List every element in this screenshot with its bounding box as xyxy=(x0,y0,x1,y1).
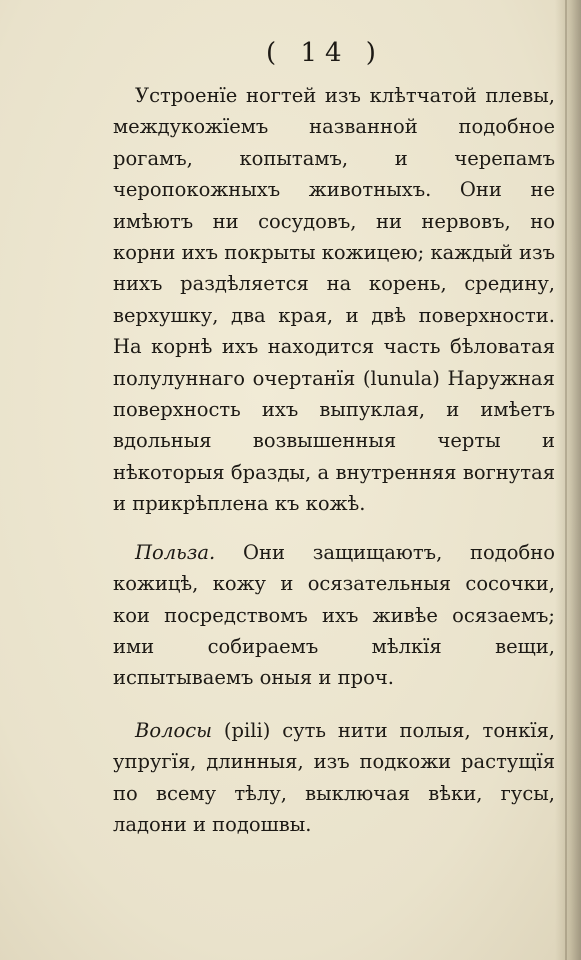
paragraph-hair-text: (pili) суть нити полыя, тонкїя, упругїя, длинныя, изъ подкожи растущїя по всему тѣлу, выключая вѣки, гусы, ладони и подошвы. xyxy=(113,718,555,836)
paragraph-use xyxy=(113,537,555,694)
page-edge-shadow xyxy=(555,0,581,960)
page-number: ( 14 ) xyxy=(266,38,384,68)
paragraph-use-text: Они защищаютъ, подобно кожицѣ, кожу и осязательныя сосочки, кои посредствомъ ихъ живѣе осязаемъ; ими собираемъ мѣлкїя вещи, испытываемъ оныя и проч. xyxy=(113,540,555,690)
paragraph-hair xyxy=(113,715,555,841)
paragraph-nails-structure: Устроенїе ногтей изъ клѣтчатой плевы, междукожїемъ названной подобное рогамъ, копытамъ, и черепамъ черопокожныхъ животныхъ. Они не имѣютъ ни сосудовъ, ни нервовъ, но корни ихъ покрыты кожицею; каждый изъ нихъ раздѣляется на корень, средину, верхушку, два края, и двѣ поверхности. На корнѣ ихъ находится часть бѣловатая полулуннаго очертанїя (lunula) Наружная поверхность ихъ выпуклая, и имѣетъ вдольныя возвышенныя черты и нѣкоторыя бразды, а внутренняя вогнутая и прикрѣплена къ кожѣ. xyxy=(113,84,555,516)
term-hair: Волосы xyxy=(135,718,213,742)
body-text xyxy=(113,80,555,840)
term-use: Польза. xyxy=(135,540,216,564)
page-fold-line xyxy=(565,0,567,960)
